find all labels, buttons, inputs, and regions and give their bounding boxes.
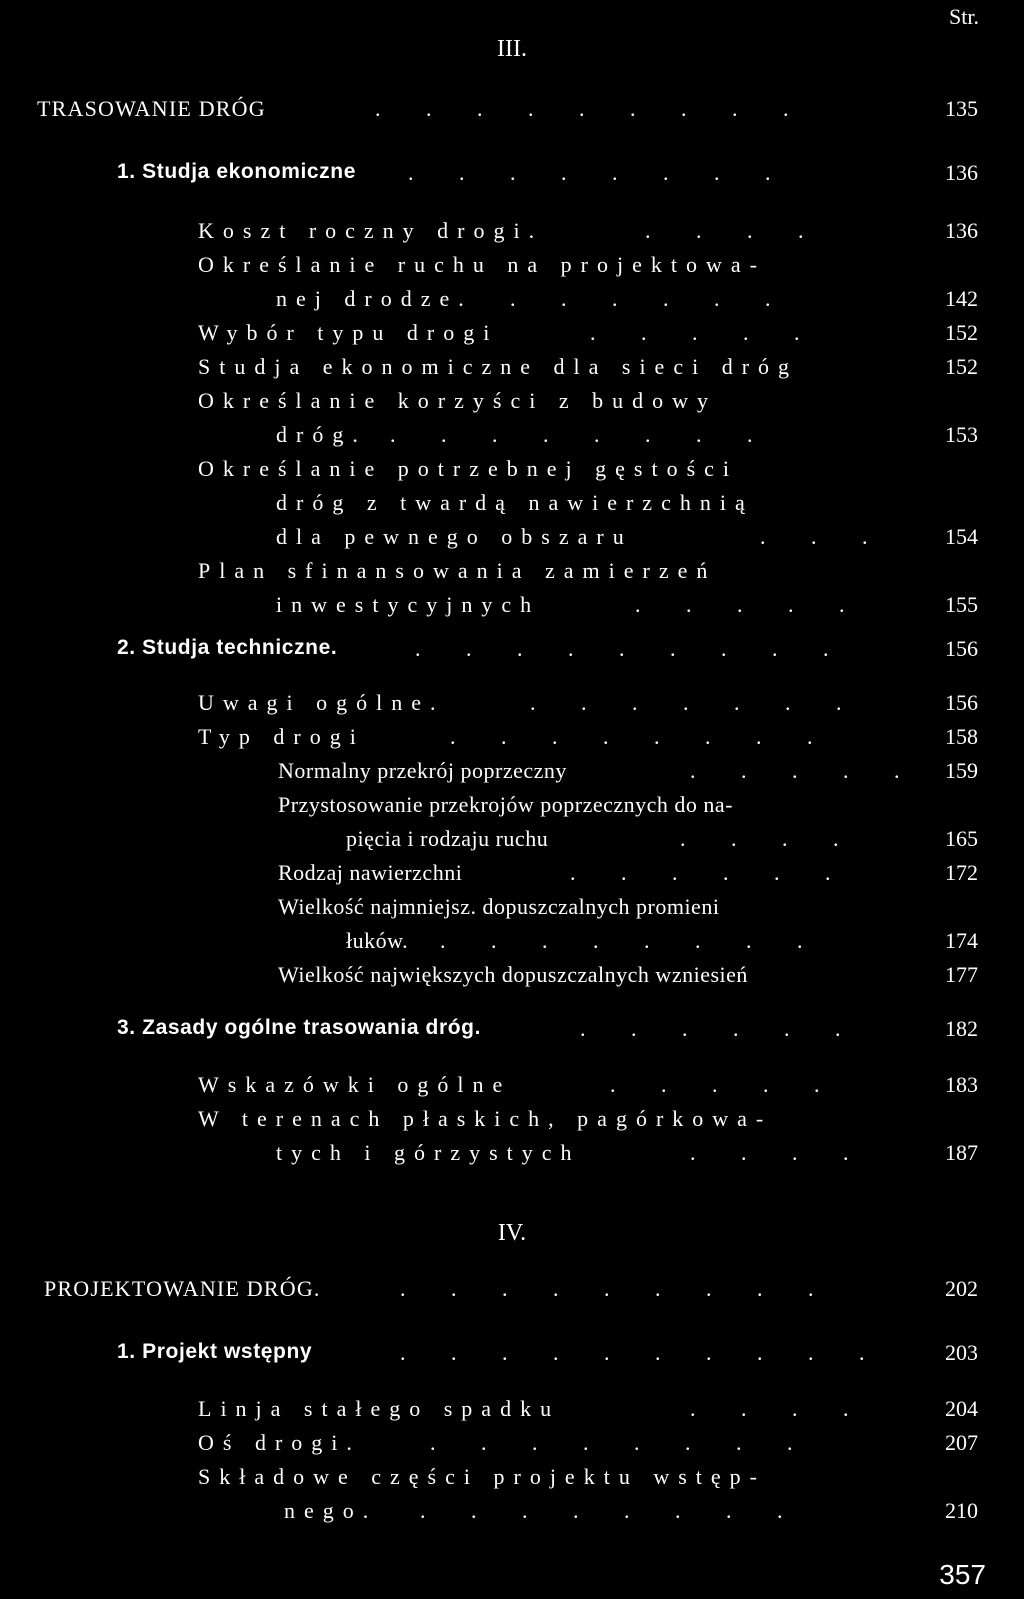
toc-entry: [0, 1140, 1024, 1174]
toc-entry-title: TRASOWANIE DRÓG: [37, 96, 266, 121]
toc-entry-page-number: 210: [945, 1498, 978, 1523]
toc-entry: [0, 792, 1024, 826]
toc-entry-page-number: 156: [945, 690, 978, 715]
toc-entry-leader-dots: . . . .: [690, 1140, 869, 1165]
toc-entry-leader-dots: . . . . .: [610, 1072, 840, 1097]
toc-entry-page-number: 159: [945, 758, 978, 783]
toc-entry-page-number: 183: [945, 1072, 978, 1097]
toc-entry: [0, 422, 1024, 456]
toc-entry-title: Koszt roczny drogi.: [198, 218, 544, 243]
toc-entry-title: Uwagi ogólne.: [198, 690, 445, 715]
toc-entry: [0, 456, 1024, 490]
toc-entry: [0, 1072, 1024, 1106]
toc-entry: [0, 160, 1024, 194]
toc-entry-title: Plan sfinansowania zamierzeń: [198, 558, 717, 583]
toc-entry-page-number: 152: [945, 354, 978, 379]
toc-entry: [0, 724, 1024, 758]
toc-entry-leader-dots: . . . . . . . . .: [415, 636, 849, 661]
toc-entry-title: Oś drogi.: [198, 1430, 361, 1455]
toc-entry: [0, 218, 1024, 252]
toc-entry-page-number: 136: [945, 160, 978, 185]
toc-entry-page-number: 204: [945, 1396, 978, 1421]
toc-entry: [0, 558, 1024, 592]
column-header-page: Str.: [949, 4, 979, 29]
toc-entry-title: Studja ekonomiczne dla sieci dróg: [198, 354, 799, 379]
toc-entry-title: 1. Studja ekonomiczne: [117, 160, 356, 183]
toc-entry-title: Wielkość największych dopuszczalnych wzniesień: [278, 962, 748, 987]
toc-entry-leader-dots: . . . . . . .: [530, 690, 862, 715]
page-folio: 357: [939, 1559, 986, 1590]
toc-entry: [0, 592, 1024, 626]
toc-entry-title: Wybór typu drogi: [198, 320, 499, 345]
toc-entry-page-number: 172: [945, 860, 978, 885]
toc-entry: [0, 1498, 1024, 1532]
toc-entry-title: tych i górzystych: [276, 1140, 581, 1165]
toc-entry: [0, 1106, 1024, 1140]
toc-entry-title: Przystosowanie przekrojów poprzecznych do na-: [278, 792, 734, 817]
toc-entry: [0, 524, 1024, 558]
section-number-iv: IV.: [497, 1220, 527, 1246]
toc-entry-page-number: 155: [945, 592, 978, 617]
toc-entry-page-number: 152: [945, 320, 978, 345]
toc-entry: [0, 860, 1024, 894]
toc-entry-title: inwestycyjnych: [276, 592, 541, 617]
toc-entry-page-number: 203: [945, 1340, 978, 1365]
toc-entry-page-number: 207: [945, 1430, 978, 1455]
toc-entry: [0, 636, 1024, 670]
toc-entry: [0, 490, 1024, 524]
section-number-iii: III.: [497, 36, 527, 62]
toc-entry: [0, 894, 1024, 928]
toc-entry-title: dróg z twardą nawierzchnią: [276, 490, 754, 515]
toc-entry-page-number: 142: [945, 286, 978, 311]
toc-entry: [0, 962, 1024, 996]
toc-entry-leader-dots: . . . . . . . . .: [400, 1276, 834, 1301]
toc-entry-title: PROJEKTOWANIE DRÓG.: [44, 1276, 321, 1301]
toc-entry-title: 1. Projekt wstępny: [117, 1340, 313, 1363]
toc-entry: [0, 826, 1024, 860]
toc-entry-title: łuków.: [346, 928, 409, 953]
toc-entry-page-number: 135: [945, 96, 978, 121]
toc-entry-leader-dots: . . . . . . . .: [408, 160, 791, 185]
toc-entry-title: Normalny przekrój poprzeczny: [278, 758, 567, 783]
toc-entry-leader-dots: . . .: [760, 524, 888, 549]
toc-entry-title: Typ drogi: [198, 724, 365, 749]
toc-entry-page-number: 165: [945, 826, 978, 851]
toc-entry-title: Składowe części projektu wstęp-: [198, 1464, 766, 1489]
toc-entry-title: Określanie korzyści z budowy: [198, 388, 717, 413]
toc-entry-title: nej drodze.: [276, 286, 473, 311]
toc-entry-title: nego.: [284, 1498, 378, 1523]
toc-entry-title: W terenach płaskich, pagórkowa-: [198, 1106, 773, 1131]
toc-entry-leader-dots: . . . .: [645, 218, 824, 243]
toc-entry-title: Rodzaj nawierzchni: [278, 860, 463, 885]
toc-entry-title: Linja stałego spadku: [198, 1396, 561, 1421]
toc-entry: [0, 690, 1024, 724]
toc-entry-title: 3. Zasady ogólne trasowania dróg.: [117, 1016, 482, 1039]
toc-entry-leader-dots: . . . . . . . .: [430, 1430, 813, 1455]
toc-entry-page-number: 153: [945, 422, 978, 447]
toc-entry-page-number: 156: [945, 636, 978, 661]
toc-entry: [0, 1430, 1024, 1464]
toc-entry: [0, 320, 1024, 354]
toc-entry: [0, 388, 1024, 422]
toc-entry-leader-dots: . . . . . . . .: [440, 928, 823, 953]
toc-entry-page-number: 202: [945, 1276, 978, 1301]
toc-entry-leader-dots: . . . .: [690, 1396, 869, 1421]
toc-entry-title: Wskazówki ogólne: [198, 1072, 512, 1097]
toc-entry-leader-dots: . . . . . . . .: [420, 1498, 803, 1523]
toc-entry-leader-dots: . . . . . .: [570, 860, 851, 885]
toc-entry-page-number: 177: [945, 962, 978, 987]
toc-entry-page-number: 182: [945, 1016, 978, 1041]
toc-entry-page-number: 158: [945, 724, 978, 749]
toc-entry-title: dla pewnego obszaru: [276, 524, 633, 549]
toc-entry-leader-dots: . . . . . .: [580, 1016, 861, 1041]
toc-entry-title: Określanie potrzebnej gęstości: [198, 456, 739, 481]
toc-entry-leader-dots: . . . . . . . .: [450, 724, 833, 749]
toc-entry: [0, 286, 1024, 320]
toc-entry-page-number: 154: [945, 524, 978, 549]
toc-entry-title: pięcia i rodzaju ruchu: [346, 826, 549, 851]
toc-entry-page-number: 187: [945, 1140, 978, 1165]
toc-entry-title: Wielkość najmniejsz. dopuszczalnych promieni: [278, 894, 720, 919]
toc-entry: [0, 1464, 1024, 1498]
toc-entry-leader-dots: . . . . . . . .: [390, 422, 773, 447]
toc-entry: [0, 1276, 1024, 1310]
toc-entry: [0, 354, 1024, 388]
toc-entry-leader-dots: . . . . . . . . . .: [400, 1340, 885, 1365]
toc-entry-leader-dots: . . . . .: [590, 320, 820, 345]
toc-entry-title: dróg.: [276, 422, 367, 447]
toc-entry-leader-dots: . . . . .: [635, 592, 865, 617]
toc-entry: [0, 758, 1024, 792]
toc-entry-leader-dots: . . . . . .: [510, 286, 791, 311]
toc-entry: [0, 1016, 1024, 1050]
toc-entry: [0, 1340, 1024, 1374]
toc-entry-leader-dots: . . . . . . . . .: [375, 96, 809, 121]
toc-entry-title: Określanie ruchu na projektowa-: [198, 252, 766, 277]
toc-entry: [0, 252, 1024, 286]
toc-entry-title: 2. Studja techniczne.: [117, 636, 338, 659]
toc-entry: [0, 96, 1024, 130]
toc-entry: [0, 928, 1024, 962]
toc-entry-page-number: 136: [945, 218, 978, 243]
toc-entry-leader-dots: . . . .: [680, 826, 859, 851]
toc-entry: [0, 1396, 1024, 1430]
toc-entry-leader-dots: . . . . .: [690, 758, 920, 783]
toc-entry-page-number: 174: [945, 928, 978, 953]
